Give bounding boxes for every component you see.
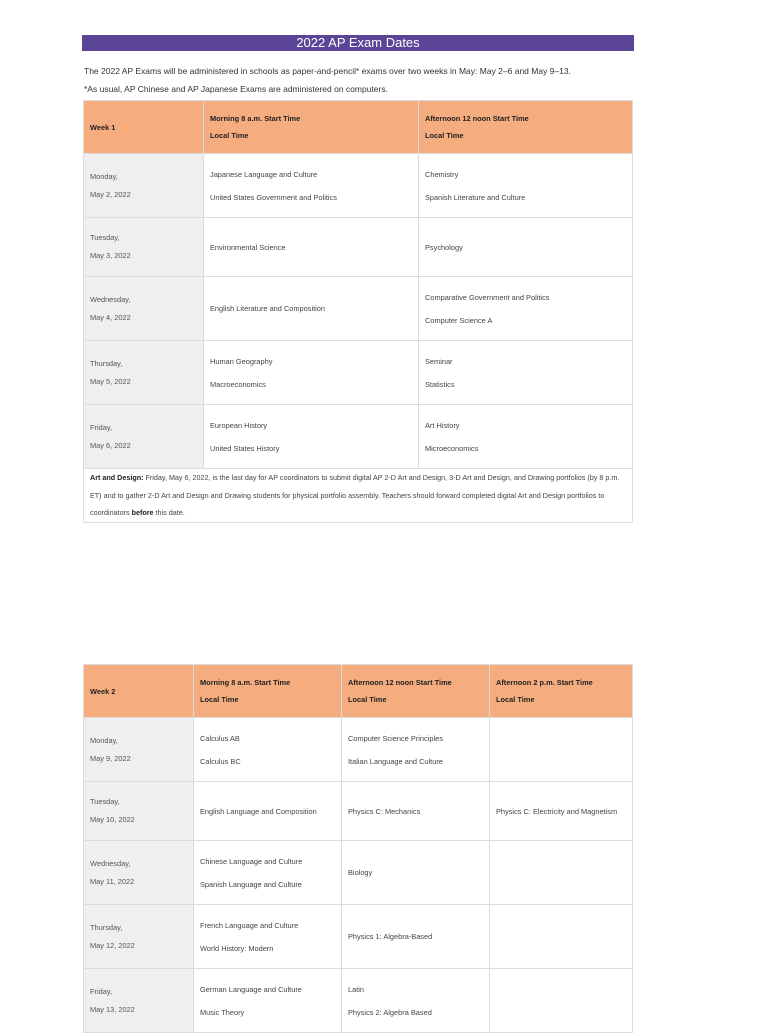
header-line: Local Time	[425, 131, 464, 140]
note-text: Friday, May 6, 2022, is the last day for AP coordinators to submit digital AP 2-D Art and Design, 3-D Art and Design, and Drawing portfolios (by 8 p.m. ET) and to gather 2-D Art and Design and Drawing students for physical portfolio assembly. Teachers should forward completed digital Art and Design portfolios to coordinators	[90, 473, 620, 517]
weekday: Thursday,	[90, 922, 123, 932]
week2-header-morning	[194, 665, 342, 718]
exam-name: European History	[210, 420, 268, 430]
morning-cell	[204, 405, 419, 469]
week2-header-noon	[342, 665, 490, 718]
weekday: Wednesday,	[90, 858, 131, 868]
noon-cell	[342, 969, 490, 1033]
exam-name: Environmental Science	[210, 242, 286, 252]
intro-text: The 2022 AP Exams will be administered in schools as paper-and-pencil* exams over two weeks in May: May 2–6 and May 9–13.	[84, 66, 571, 76]
morning-cell	[194, 718, 342, 782]
weekday: Wednesday,	[90, 294, 131, 304]
line-gap	[210, 180, 412, 192]
table-row	[84, 218, 633, 277]
note-emphasis: before	[131, 508, 154, 517]
date: May 10, 2022	[90, 815, 135, 824]
day-cell	[84, 905, 194, 969]
exam-name: Physics C: Electricity and Magnetism	[496, 806, 618, 816]
exam-name: Calculus BC	[200, 756, 241, 766]
noon-cell	[342, 905, 490, 969]
exam-name: Calculus AB	[200, 733, 240, 743]
weekday: Tuesday,	[90, 797, 120, 806]
table-row	[84, 154, 633, 218]
day-cell	[84, 341, 204, 405]
exam-name: Chinese Language and Culture	[200, 856, 303, 866]
morning-cell	[204, 218, 419, 277]
weekday: Tuesday,	[90, 233, 120, 242]
exam-name: English Literature and Composition	[210, 304, 326, 313]
date: May 2, 2022	[90, 189, 131, 199]
two-pm-cell	[490, 782, 633, 841]
exam-name: French Language and Culture	[200, 920, 299, 930]
line-gap	[210, 431, 412, 443]
day-cell	[84, 154, 204, 218]
day-cell	[84, 782, 194, 841]
morning-cell	[194, 905, 342, 969]
exam-name: Macroeconomics	[210, 379, 266, 389]
header-line: Afternoon 2 p.m. Start Time	[496, 678, 593, 687]
exam-name: Computer Science Principles	[348, 733, 443, 743]
afternoon-cell	[419, 277, 633, 341]
date: May 5, 2022	[90, 376, 131, 386]
day-cell	[84, 218, 204, 277]
note-tail: this date.	[153, 508, 185, 517]
line-gap	[348, 744, 483, 756]
exam-name: Statistics	[425, 379, 455, 389]
line-gap	[210, 367, 412, 379]
morning-cell	[194, 841, 342, 905]
exam-name: Physics 2: Algebra Based	[348, 1007, 432, 1017]
header-line: Local Time	[496, 695, 535, 704]
line-gap	[425, 431, 626, 443]
week1-table	[83, 100, 633, 523]
afternoon-cell	[419, 154, 633, 218]
weekday: Thursday,	[90, 358, 123, 368]
exam-name: Chemistry	[425, 169, 459, 179]
date: May 13, 2022	[90, 1004, 135, 1014]
line-gap	[200, 867, 335, 879]
line-gap	[200, 744, 335, 756]
exam-name: Seminar	[425, 356, 453, 366]
line-gap	[348, 995, 483, 1007]
header-line: Afternoon 12 noon Start Time	[348, 678, 452, 687]
two-pm-cell	[490, 841, 633, 905]
exam-name: Physics 1: Algebra-Based	[348, 932, 433, 941]
line-gap	[200, 931, 335, 943]
line-gap	[200, 995, 335, 1007]
two-pm-cell	[490, 905, 633, 969]
exam-name: Spanish Literature and Culture	[425, 192, 526, 202]
day-cell	[84, 718, 194, 782]
exam-name: Physics C: Mechanics	[348, 806, 421, 816]
line-gap	[425, 367, 626, 379]
morning-cell	[204, 277, 419, 341]
exam-name: Human Geography	[210, 356, 273, 366]
weekday: Friday,	[90, 986, 113, 996]
weekday: Friday,	[90, 422, 113, 432]
week1-header-afternoon	[419, 101, 633, 154]
table-row	[84, 277, 633, 341]
exam-name: United States History	[210, 443, 280, 453]
exam-name: Japanese Language and Culture	[210, 169, 318, 179]
art-design-note	[84, 469, 633, 523]
two-pm-cell	[490, 718, 633, 782]
table-row	[84, 405, 633, 469]
header-line: Local Time	[200, 695, 239, 704]
page-title: 2022 AP Exam Dates	[82, 35, 634, 51]
noon-cell	[342, 782, 490, 841]
exam-name: Spanish Language and Culture	[200, 879, 302, 889]
note-label: Art and Design:	[90, 473, 144, 482]
intro-note: *As usual, AP Chinese and AP Japanese Exams are administered on computers.	[84, 84, 388, 94]
table-row	[84, 905, 633, 969]
table-row	[84, 841, 633, 905]
exam-name: Latin	[348, 984, 365, 994]
date: May 11, 2022	[90, 876, 135, 886]
week2-header-week: Week 2	[84, 665, 194, 718]
day-cell	[84, 841, 194, 905]
header-line: Morning 8 a.m. Start Time	[210, 114, 301, 123]
day-cell	[84, 277, 204, 341]
header-line: Local Time	[348, 695, 387, 704]
table-row	[84, 341, 633, 405]
exam-name: Music Theory	[200, 1007, 245, 1017]
exam-name: Biology	[348, 868, 373, 877]
exam-name: Art History	[425, 420, 460, 430]
noon-cell	[342, 841, 490, 905]
exam-name: Microeconomics	[425, 443, 479, 453]
exam-name: German Language and Culture	[200, 984, 302, 994]
table-row	[84, 782, 633, 841]
morning-cell	[204, 341, 419, 405]
exam-name: United States Government and Politics	[210, 192, 337, 202]
morning-cell	[194, 782, 342, 841]
noon-cell	[342, 718, 490, 782]
exam-name: Computer Science A	[425, 315, 493, 325]
exam-name: Comparative Government and Politics	[425, 292, 550, 302]
day-cell	[84, 405, 204, 469]
afternoon-cell	[419, 341, 633, 405]
date: May 4, 2022	[90, 312, 131, 322]
exam-name: World History: Modern	[200, 943, 274, 953]
two-pm-cell	[490, 969, 633, 1033]
line-gap	[425, 180, 626, 192]
week1-header-morning	[204, 101, 419, 154]
weekday: Monday,	[90, 735, 118, 745]
date: May 12, 2022	[90, 940, 135, 950]
week2-table	[83, 664, 633, 1033]
line-gap	[425, 303, 626, 315]
exam-name: Psychology	[425, 242, 463, 252]
morning-cell	[204, 154, 419, 218]
date: May 3, 2022	[90, 251, 131, 260]
exam-name: Italian Language and Culture	[348, 756, 443, 766]
table-row	[84, 969, 633, 1033]
header-line: Local Time	[210, 131, 249, 140]
day-cell	[84, 969, 194, 1033]
date: May 9, 2022	[90, 753, 131, 763]
header-line: Morning 8 a.m. Start Time	[200, 678, 291, 687]
morning-cell	[194, 969, 342, 1033]
exam-name: English Language and Composition	[200, 806, 317, 816]
weekday: Monday,	[90, 171, 118, 181]
week2-header-two	[490, 665, 633, 718]
week1-header-week: Week 1	[84, 101, 204, 154]
header-line: Afternoon 12 noon Start Time	[425, 114, 529, 123]
date: May 6, 2022	[90, 440, 131, 450]
table-row	[84, 718, 633, 782]
afternoon-cell	[419, 405, 633, 469]
afternoon-cell	[419, 218, 633, 277]
